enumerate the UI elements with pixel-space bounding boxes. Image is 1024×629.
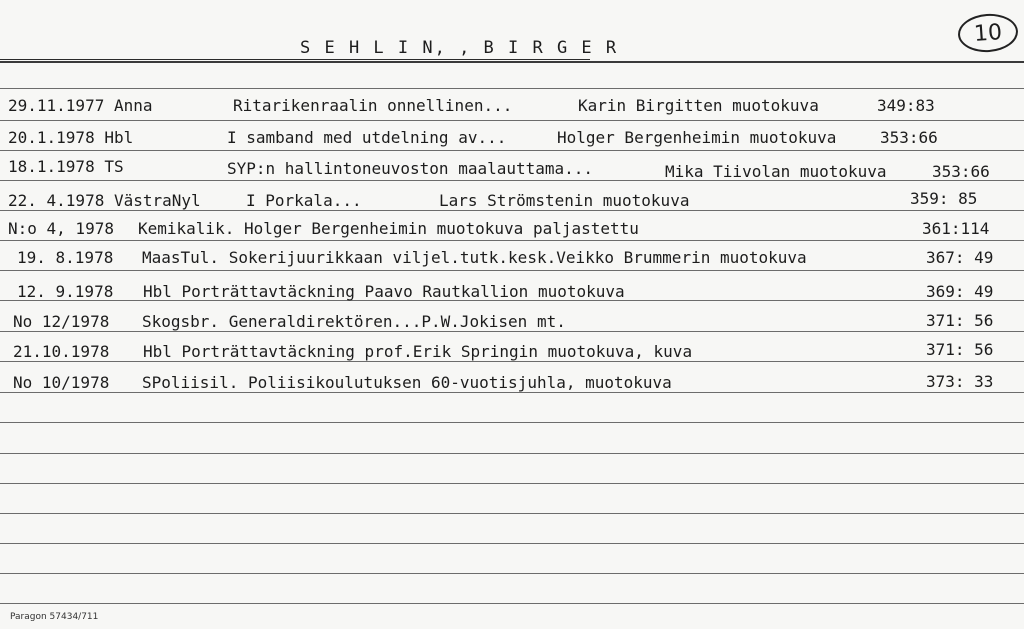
entry-text: Kemikalik. Holger Bergenheimin muotokuva paljastettu <box>138 219 639 238</box>
header-rule <box>0 61 1024 63</box>
entry-reference: 359: 85 <box>910 189 978 208</box>
entry-date: 20.1.1978 Hbl <box>8 128 134 147</box>
rule-line <box>0 240 1024 241</box>
entry-date: 29.11.1977 Anna <box>8 96 153 115</box>
rule-line <box>0 543 1024 544</box>
entry-text: SYP:n hallintoneuvoston maalauttama... <box>227 159 594 178</box>
entry-date: No 10/1978 <box>13 373 110 392</box>
entry-date: 12. 9.1978 <box>17 282 114 301</box>
rule-line <box>0 270 1024 271</box>
rule-line <box>0 210 1024 211</box>
rule-line <box>0 483 1024 484</box>
card-number-circle <box>957 12 1020 54</box>
entry-date: No 12/1978 <box>13 312 110 331</box>
entry-reference: 361:114 <box>922 219 990 238</box>
rule-line <box>0 361 1024 362</box>
entry-text: Hbl Porträttavtäckning Paavo Rautkallion muotokuva <box>143 282 625 301</box>
card-title <box>300 38 618 58</box>
rule-line <box>0 120 1024 121</box>
given-name: , B I R G E R <box>459 38 619 58</box>
rule-line <box>0 392 1024 393</box>
entry-date: 18.1.1978 TS <box>8 157 124 176</box>
entry-description: Karin Birgitten muotokuva <box>578 96 819 115</box>
rule-line <box>0 88 1024 89</box>
entry-reference: 369: 49 <box>926 282 994 301</box>
card-number: 10 <box>973 19 1003 47</box>
rule-line <box>0 513 1024 514</box>
surname: S E H L I N, <box>300 38 447 58</box>
entry-text: SPoliisil. Poliisikoulutuksen 60-vuotisjuhla, muotokuva <box>142 373 672 392</box>
entry-date: 21.10.1978 <box>13 342 110 361</box>
entry-text: Ritarikenraalin onnellinen... <box>233 96 513 115</box>
entry-text: Hbl Porträttavtäckning prof.Erik Springin muotokuva, kuva <box>143 342 693 361</box>
entry-description: Mika Tiivolan muotokuva <box>665 162 887 181</box>
rule-line <box>0 453 1024 454</box>
entry-text: MaasTul. Sokerijuurikkaan viljel.tutk.kesk.Veikko Brummerin muotokuva <box>142 248 807 267</box>
entry-text: I Porkala... <box>246 191 362 210</box>
entry-date: 22. 4.1978 VästraNyl <box>8 191 201 210</box>
entry-text: I samband med utdelning av... <box>227 128 507 147</box>
title-underline <box>0 59 590 60</box>
entry-description: Holger Bergenheimin muotokuva <box>557 128 837 147</box>
card-footer-imprint: Paragon 57434/711 <box>10 612 99 622</box>
entry-reference: 371: 56 <box>926 311 994 330</box>
entry-reference: 367: 49 <box>926 248 994 267</box>
rule-line <box>0 603 1024 604</box>
entry-reference: 353:66 <box>932 162 990 181</box>
rule-line <box>0 573 1024 574</box>
entry-text: Skogsbr. Generaldirektören...P.W.Jokisen mt. <box>142 312 566 331</box>
entry-reference: 371: 56 <box>926 340 994 359</box>
entry-date: N:o 4, 1978 <box>8 219 114 238</box>
rule-line <box>0 331 1024 332</box>
rule-line <box>0 422 1024 423</box>
entry-reference: 353:66 <box>880 128 938 147</box>
entry-description: Lars Strömstenin muotokuva <box>439 191 690 210</box>
entry-reference: 349:83 <box>877 96 935 115</box>
entry-reference: 373: 33 <box>926 372 994 391</box>
entry-date: 19. 8.1978 <box>17 248 114 267</box>
rule-line <box>0 150 1024 151</box>
